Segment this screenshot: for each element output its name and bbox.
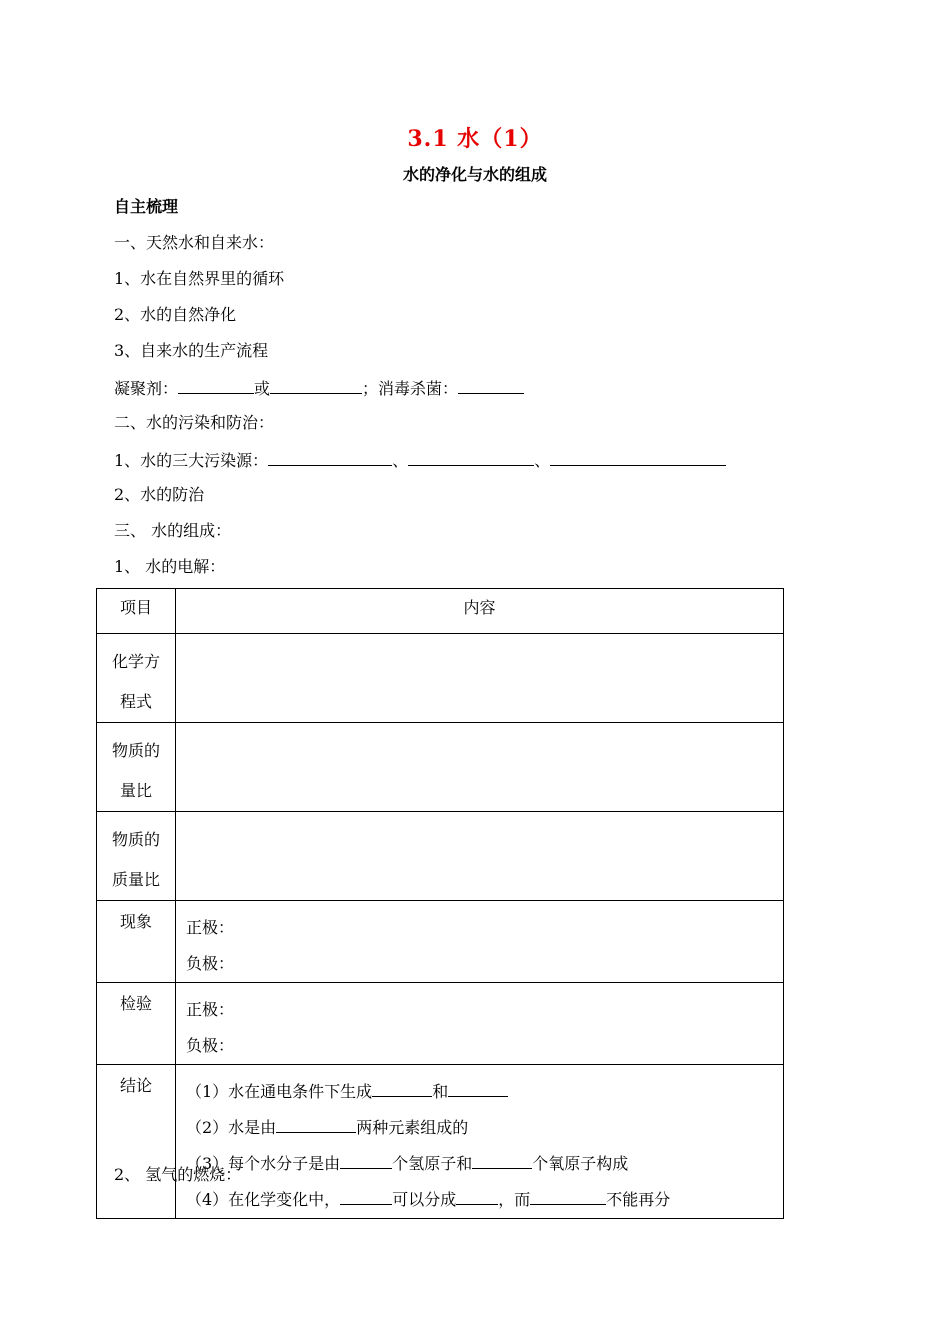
document-subtitle: 水的净化与水的组成 (402, 165, 547, 184)
conclusion-3: （3）每个水分子是由 个氢原子和 个氧原子构成 (186, 1146, 783, 1182)
row-phenomenon-content (176, 901, 784, 983)
coagulant-blank-1[interactable] (178, 376, 254, 394)
water-cycle-line: 1、水在自然界里的循环 (114, 269, 285, 288)
row-label-conclusion: 结论 (97, 1065, 176, 1219)
conclusion-1-blank-1[interactable] (372, 1079, 432, 1097)
header-item: 项目 (97, 589, 176, 634)
conclusion-2: （2）水是由 两种元素组成的 (186, 1110, 783, 1146)
row-mass-ratio-content[interactable] (176, 812, 784, 901)
disinfect-label: ；消毒杀菌： (362, 379, 459, 398)
conclusion-3-blank-1[interactable] (340, 1151, 392, 1169)
table-row (97, 723, 784, 812)
conclusion-4-blank-2[interactable] (456, 1187, 498, 1205)
part2-heading: 二、水的污染和防治： (114, 413, 275, 432)
test-cathode: 负极： (186, 1036, 235, 1055)
pollution-sep-2: 、 (534, 451, 551, 470)
conclusion-1: （1）水在通电条件下生成 和 (186, 1074, 783, 1110)
disinfect-blank[interactable] (458, 376, 524, 394)
row-label-amount-ratio: 物质的 量比 (97, 723, 176, 812)
electrolysis-heading: 1、 水的电解： (114, 557, 226, 576)
conclusion-4-blank-3[interactable] (530, 1187, 606, 1205)
coagulant-line (114, 376, 524, 400)
pollution-blank-3[interactable] (550, 448, 726, 466)
table-row (97, 1065, 784, 1219)
electrolysis-table (96, 588, 784, 1219)
header-content: 内容 (176, 589, 784, 634)
conclusion-2-blank[interactable] (276, 1115, 356, 1133)
row-test-content (176, 983, 784, 1065)
row-equation-content[interactable] (176, 634, 784, 723)
phenomenon-cathode: 负极： (186, 954, 235, 973)
coagulant-label: 凝聚剂： (114, 379, 179, 398)
pollution-label: 1、水的三大污染源： (114, 451, 269, 470)
pollution-blank-2[interactable] (408, 448, 534, 466)
table-row (97, 983, 784, 1065)
natural-purification-line: 2、水的自然净化 (114, 305, 237, 324)
coagulant-or: 或 (254, 379, 271, 398)
row-label-mass-ratio: 物质的 质量比 (97, 812, 176, 901)
row-label-phenomenon: 现象 (97, 901, 176, 983)
pollution-blank-1[interactable] (268, 448, 392, 466)
part1-heading: 一、天然水和自来水： (114, 233, 275, 252)
table-row (97, 901, 784, 983)
pollution-sources-line (114, 448, 726, 472)
conclusion-4: （4）在化学变化中， 可以分成 ，而 不能再分 (186, 1182, 783, 1218)
test-anode: 正极： (186, 1000, 235, 1019)
conclusion-4-blank-1[interactable] (340, 1187, 392, 1205)
conclusion-1-blank-2[interactable] (448, 1079, 508, 1097)
section-heading: 自主梳理 (114, 197, 179, 216)
table-row (97, 634, 784, 723)
document-title: 3.1 水（1） (407, 126, 543, 152)
part3-heading: 三、 水的组成： (114, 521, 232, 540)
row-label-test: 检验 (97, 983, 176, 1065)
row-amount-ratio-content[interactable] (176, 723, 784, 812)
conclusion-3-blank-2[interactable] (472, 1151, 532, 1169)
coagulant-blank-2[interactable] (270, 376, 362, 394)
pollution-sep-1: 、 (392, 451, 409, 470)
table-row (97, 812, 784, 901)
row-conclusion-content (176, 1065, 784, 1219)
tap-water-process-line: 3、自来水的生产流程 (114, 341, 269, 360)
row-label-equation: 化学方 程式 (97, 634, 176, 723)
phenomenon-anode: 正极： (186, 918, 235, 937)
prevention-line: 2、水的防治 (114, 485, 205, 504)
hydrogen-combustion-heading: 2、 氢气的燃烧： (114, 1165, 242, 1184)
table-header-row (97, 589, 784, 634)
